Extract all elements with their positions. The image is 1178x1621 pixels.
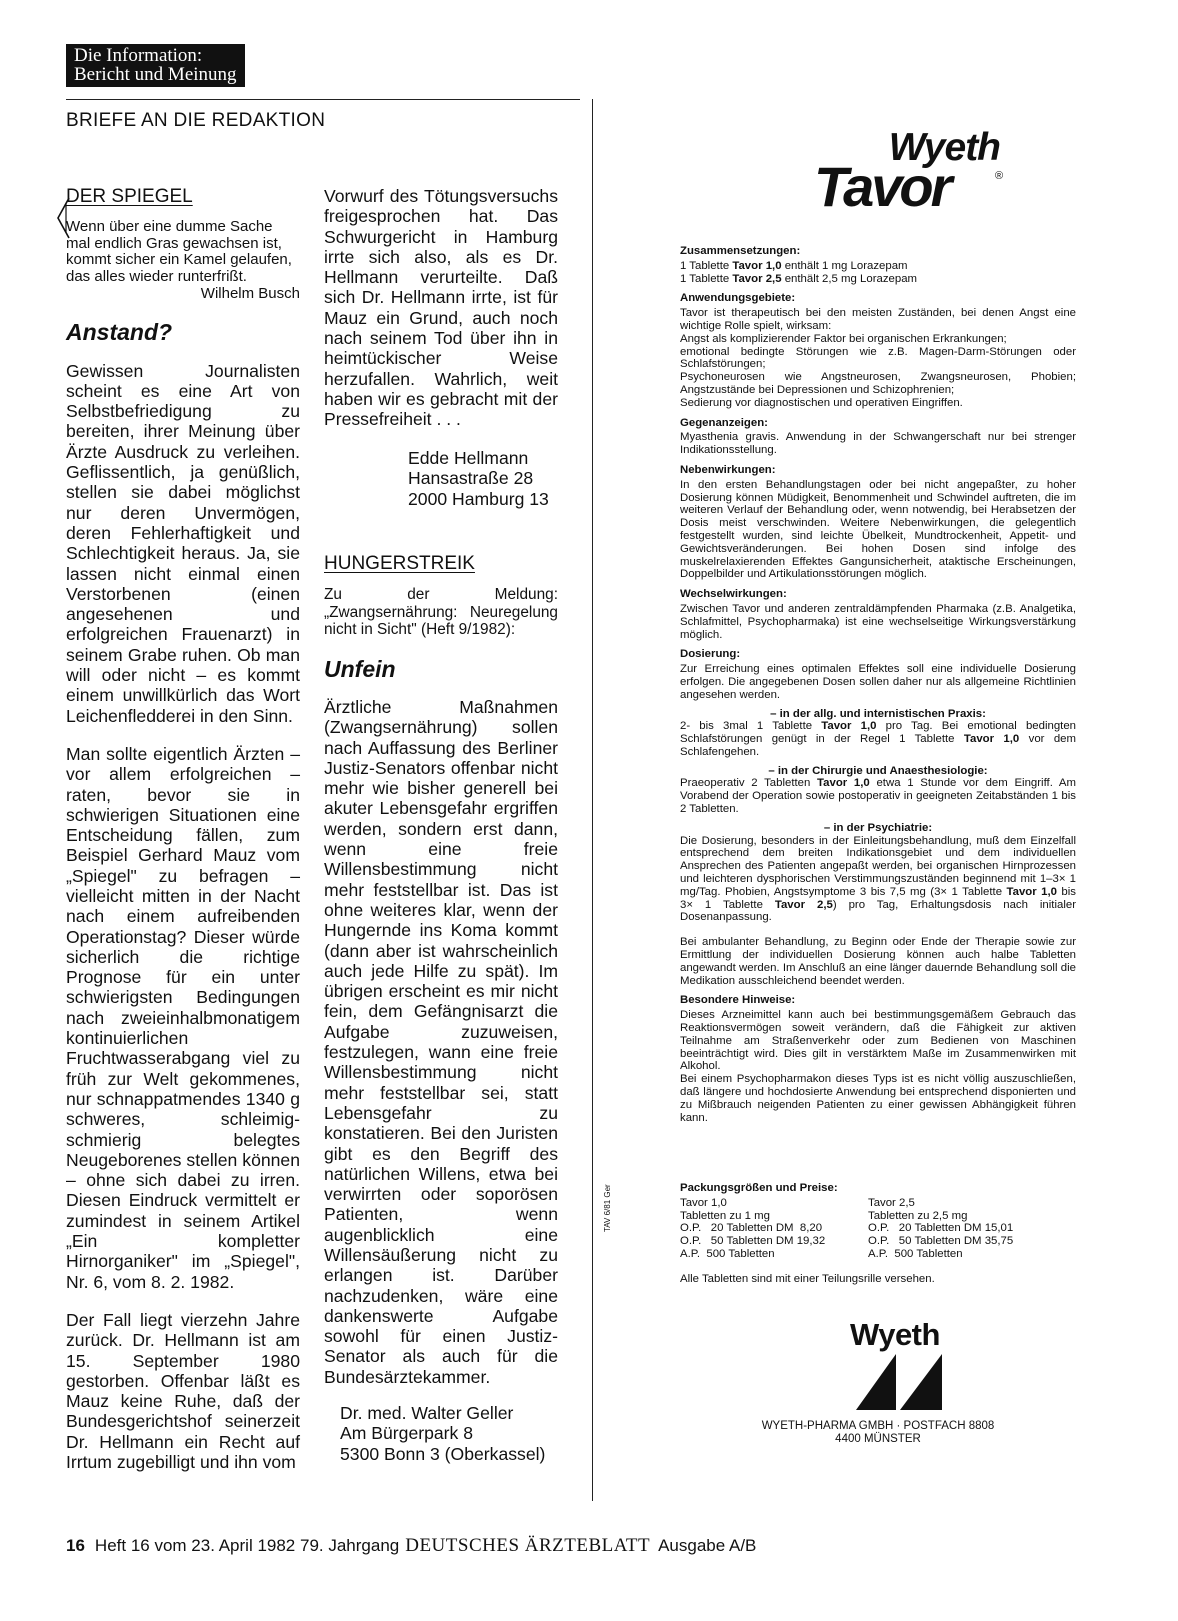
dosage-ambulant: Bei ambulanter Behandlung, zu Beginn oder Ende der Therapie sowie zur Ermittlung der individuellen Dosierung können auch halbe Tabletten angewandt werden. Im Anschluß an eine länger dauernde Behandlung soll die Medikation ausschleichend beendet werden. xyxy=(680,936,1076,987)
dosage-intro: Zur Erreichung eines optimalen Effektes soll eine individuelle Dosierung erfolgen. Die angegebenen Dosen sollen daher nur als allgemeine Richtlinien angesehen werden. xyxy=(680,663,1076,701)
ad-code: TAV 6/81 Ger xyxy=(603,1184,612,1232)
address-line-2: 4400 MÜNSTER xyxy=(835,1433,921,1445)
text: 1 Tablette xyxy=(680,259,733,272)
product-name: Tavor 1,0 xyxy=(732,259,782,272)
brand-wyeth-bottom: Wyeth xyxy=(850,1317,940,1352)
text: ) pro Tag, Erhaltungsdosis nach initialer Dosenanpassung. xyxy=(680,898,1076,924)
side-effects: In den ersten Behandlungstagen oder bei nicht angepaßter, zu hoher Dosierung können Müdigkeit, Benommenheit und Schwindel auftreten, die im weiteren Verlauf der Behandlung oder, wenn notwendig, bei Herabsetzen der Dosis meist verschwinden. Weitere Nebenwirkungen, die gelegentlich festgestellt wurden, sind leichte Übelkeit, Mundtrockenheit, Appetit- und Gewichtsveränderungen. Bei hohen Dosen sind infolge des muskelrelaxierenden Effektes Gangunsicherheit, ataktische Erscheinungen, Doppelbilder und Artikulationsstörungen möglich. xyxy=(680,478,1076,581)
heading-gegenanzeigen: Gegenanzeigen: xyxy=(680,416,768,429)
composition-2 xyxy=(680,273,1076,286)
letter1-signature xyxy=(324,448,558,509)
letters-column-1 xyxy=(66,186,300,1472)
letter2-signature xyxy=(324,1403,558,1464)
package-columns xyxy=(680,1197,1076,1261)
heading-nebenwirkungen: Nebenwirkungen: xyxy=(680,463,776,476)
package-line: Tavor 1,0 xyxy=(680,1196,727,1209)
registered-mark: ® xyxy=(995,170,1004,182)
letter1-sig-name: Edde Hellmann xyxy=(408,448,529,468)
section-kicker xyxy=(66,44,245,87)
dosage-psychiatry xyxy=(680,835,1076,925)
letter1-paragraph-2: Man sollte eigentlich Ärzten – vor allem erfolgreichen – raten, bevor sie in schwierigen Situationen eine Entscheidung fällen, zum Beispiel Gerhard Mauz vom „Spiegel" zu befragen – vielleicht mitten in der Nacht nach einem aufreibenden Operationstag? Dieser würde sicherlich die richtige Prognose für ein unter schwierigsten Bedingungen nach zweieinhalbmonatigem kontinuierlichen Fruchtwasserabgang viel zu früh zur Welt gekommenes, nur schnappatmendes 1340 g schweres, schleimig-schmierig belegtes Neugeborenes stellen können – ohne sich dabei zu irren. Diesen Eindruck vermittelt er zumindest in seinem Artikel „Ein kompletter Hirnorganiker" im „Spiegel", Nr. 6, vom 8. 2. 1982. xyxy=(66,743,300,1292)
heading-anwendungsgebiete: Anwendungsgebiete: xyxy=(680,292,796,305)
text: Die Dosierung, besonders in der Einleitungsbehandlung, muß dem Einzelfall entsprechend dem breiten Indikationsgebiet und dem individuellen Ansprechen des Patienten angepaßt werden, bei organischen Hirnprozessen und leichteren dysphorischen Verstimmungszuständen beginnend mit 1–3× 1 mg/Tag. Phobien, Angstsymptome 3 bis 7,5 mg (3× 1 Tablette xyxy=(680,834,1076,898)
package-line: Tavor 2,5 xyxy=(868,1196,915,1209)
package-line: O.P. 20 Tabletten DM 8,20 xyxy=(680,1222,823,1235)
headline-anstand: Anstand? xyxy=(66,319,173,346)
dosage-surgery xyxy=(680,777,1076,815)
indication-3: emotional bedingte Störungen wie z.B. Magen-Darm-Störungen oder Schlafstörungen; xyxy=(680,345,1076,371)
motto-author: Wilhelm Busch xyxy=(200,284,300,302)
brand-wyeth-top: Wyeth xyxy=(888,126,1000,169)
package-line: O.P. 20 Tabletten DM 15,01 xyxy=(868,1222,1014,1235)
text: enthält 2,5 mg Lorazepam xyxy=(781,272,918,285)
package-line: O.P. 50 Tabletten DM 35,75 xyxy=(868,1235,1014,1248)
package-line: O.P. 50 Tabletten DM 19,32 xyxy=(680,1235,826,1248)
product-name: Tavor 2,5 xyxy=(774,898,833,911)
dosage-sub-psychiatry: – in der Psychiatrie: xyxy=(823,821,933,834)
letter1-paragraph-1: Gewissen Journalisten scheint es eine Art von Selbstbefriedigung zu bereiten, ihrer Meinung über Ärzte Ausdruck zu verleihen. Geflissentlich, ja genüßlich, stellen sie dabei möglichst nur deren Unvermögen, deren Fehlerhaftigkeit und Schlechtigkeit heraus. Ja, sie lassen nicht einmal einen Verstorbenen (einen angesehenen und erfolgreichen Frauenarzt) in seinem Grabe ruhen. Ob man will oder nicht – es kommt einem unwillkürlich das Wort Leichenfledderei in den Sinn. xyxy=(66,360,300,726)
text: Praeoperativ 2 Tabletten xyxy=(680,777,818,790)
composition-1 xyxy=(680,260,1076,273)
package-line: Tabletten zu 1 mg xyxy=(680,1209,770,1222)
page-number: 16 xyxy=(66,1536,85,1555)
package-tavor-2-5 xyxy=(868,1197,1068,1261)
letter2-sig-city: 5300 Bonn 3 (Oberkassel) xyxy=(340,1443,546,1464)
product-tavor: Tavor xyxy=(814,155,950,218)
page-footer xyxy=(66,1535,756,1557)
header-rule xyxy=(66,99,580,100)
rubric-hungerstreik: HUNGERSTREIK xyxy=(324,552,475,574)
letter1-sig-street: Hansastraße 28 xyxy=(408,468,534,489)
issue-info: Heft 16 vom 23. April 1982 79. Jahrgang xyxy=(94,1536,400,1555)
heading-zusammensetzungen: Zusammensetzungen: xyxy=(680,245,801,257)
heading-besondere-hinweise: Besondere Hinweise: xyxy=(680,994,796,1007)
letter2-paragraph-1: Ärztliche Maßnahmen (Zwangsernährung) sollen nach Auffassung des Berliner Justiz-Senators offenbar nicht mehr wie bisher generell bei akuter Lebensgefahr ergriffen werden, sondern erst dann, wenn eine freie Willensbestimmung nicht mehr feststellbar ist. Das ist ohne weiteres klar, wenn der Hungernde ins Koma kommt (dann aber ist wahrscheinlich auch jede Hilfe zu spät). Im übrigen erscheint es mir nicht fein, dem Gefängnisarzt die Aufgabe zuzuweisen, festzulegen, wann eine freie Willensbestimmung nicht mehr feststellbar sei, statt Lebensgefahr zu konstatieren. Bei den Juristen gibt es den Begriff des natürlichen Willens, etwa bei verwirrten oder soporösen Patienten, wenn augenblicklich eine Willensäußerung nicht zu erlangen ist. Darüber nachzudenken, wäre eine dankenswerte Aufgabe sowohl für einen Justiz-Senator als auch für die Bundesärztekammer. xyxy=(324,696,558,1387)
letter2-column xyxy=(324,448,558,1464)
heading-packungsgroessen: Packungsgrößen und Preise: xyxy=(680,1182,838,1194)
package-prices xyxy=(680,1182,1076,1286)
wyeth-tavor-logo xyxy=(812,126,1012,218)
text: etwa 1 Stunde vor dem Eingriff. Am Vorabend der Operation sowie postoperativ in geeigneten Zeitabständen 1 bis 2 Tabletten. xyxy=(680,777,1077,816)
indication-2: Angst als komplizierender Faktor bei organischen Erkrankungen; xyxy=(680,332,1007,345)
dosage-sub-general: – in der allg. und internistischen Praxis: xyxy=(770,707,986,720)
motto-text: Wenn über eine dumme Sache mal endlich Gras gewachsen ist, kommt sicher ein Kamel gelaufen, das alles wieder runterfrißt. xyxy=(66,218,292,286)
heading-dosierung: Dosierung: xyxy=(680,648,741,661)
package-note: Alle Tabletten sind mit einer Teilungsrille versehen. xyxy=(680,1272,935,1285)
indication-1: Tavor ist therapeutisch bei den meisten Zuständen, bei denen Angst eine wichtige Rolle spielt, wirksam: xyxy=(680,307,1076,332)
special-notes-2: Bei einem Psychopharmakon dieses Typs ist es nicht völlig auszuschließen, daß längere und hochdosierte Anwendung bei entsprechend disponierten und zu Mißbrauch neigenden Patienten zu einer gewissen Abhängigkeit führen kann. xyxy=(680,1073,1076,1124)
column-divider xyxy=(592,99,593,1501)
text: 2- bis 3mal 1 Tablette xyxy=(680,720,822,733)
edition: Ausgabe A/B xyxy=(658,1536,757,1555)
wyeth-logo-mark-icon xyxy=(856,1354,944,1410)
kicker-line-2: Bericht und Meinung xyxy=(74,64,237,85)
letter2-intro: Zu der Meldung: „Zwangsernährung: Neuregelung nicht in Sicht" (Heft 9/1982): xyxy=(324,586,558,639)
text: pro Tag. Bei emotional bedingten Schlafstörungen genügt in der Regel 1 Tablette xyxy=(680,720,1076,746)
kicker-line-1: Die Information: xyxy=(74,45,203,66)
letter1-paragraph-3-tail: Vorwurf des Tötungsversuchs freigesprochen hat. Das Schwurgericht in Hamburg irrte sich also, als es Dr. Hellmann verurteilte. Daß sich Dr. Hellmann irrte, ist für Mauz ein Grund, auch noch nach seinem Tod über ihn in heimtückischer Weise herzufallen. Wahrlich, weit haben wir es gebracht mit der Pressefreiheit . . . xyxy=(324,186,558,430)
company-address xyxy=(680,1420,1076,1446)
text: 1 Tablette xyxy=(680,272,733,285)
product-name: Tavor 1,0 xyxy=(963,733,1020,746)
journal-name: DEUTSCHES ÄRZTEBLATT xyxy=(405,1535,651,1556)
interactions: Zwischen Tavor und anderen zentraldämpfenden Pharmaka (z.B. Analgetika, Schlafmittel, Psychopharmaka) ist eine wechselseitige Wirkungsverstärkung möglich. xyxy=(680,602,1076,641)
product-name: Tavor 1,0 xyxy=(1006,885,1057,898)
heading-wechselwirkungen: Wechselwirkungen: xyxy=(680,588,787,601)
indication-4: Psychoneurosen wie Angstneurosen, Zwangsneurosen, Phobien; Angstzustände bei Depressionen und Schizophrenien; xyxy=(680,371,1076,396)
product-name: Tavor 1,0 xyxy=(821,720,877,733)
drug-information xyxy=(680,238,1076,1124)
text: vor dem Schlafengehen. xyxy=(680,733,1077,758)
section-title: BRIEFE AN DIE REDAKTION xyxy=(66,110,326,131)
letter2-sig-name: Dr. med. Walter Geller xyxy=(340,1403,514,1424)
rubric-der-spiegel: DER SPIEGEL xyxy=(66,186,193,207)
package-line: Tabletten zu 2,5 mg xyxy=(868,1209,968,1222)
text: bis 3× 1 Tablette xyxy=(680,885,1076,911)
letter1-paragraph-3: Der Fall liegt vierzehn Jahre zurück. Dr. Hellmann ist am 15. September 1980 gestorben. Offenbar läßt es Mauz keine Ruhe, daß der Bundesgerichtshof seinerzeit Dr. Hellmann ein Recht auf Irrtum zugebilligt und ihn vom xyxy=(66,1309,300,1472)
package-line: A.P. 500 Tabletten xyxy=(868,1247,963,1260)
product-name: Tavor 2,5 xyxy=(732,272,782,285)
product-name: Tavor 1,0 xyxy=(817,777,870,790)
text: enthält 1 mg Lorazepam xyxy=(781,259,908,272)
headline-unfein: Unfein xyxy=(324,655,396,682)
letter2-sig-street: Am Bürgerpark 8 xyxy=(340,1423,473,1444)
dosage-general xyxy=(680,720,1076,758)
letter1-sig-city: 2000 Hamburg 13 xyxy=(408,488,549,509)
address-line-1: WYETH-PHARMA GMBH · POSTFACH 8808 xyxy=(761,1420,995,1432)
package-tavor-1-0 xyxy=(680,1197,868,1261)
motto xyxy=(66,219,300,302)
indication-5: Sedierung vor diagnostischen und operativen Eingriffen. xyxy=(680,396,963,409)
dosage-sub-surgery: – in der Chirurgie und Anaesthesiologie: xyxy=(768,764,988,777)
contraindications: Myasthenia gravis. Anwendung in der Schwangerschaft nur bei strenger Indikationsstellung. xyxy=(680,431,1076,457)
package-line: A.P. 500 Tabletten xyxy=(680,1247,775,1260)
letter1-tail xyxy=(324,186,558,430)
special-notes-1: Dieses Arzneimittel kann auch bei bestimmungsgemäßem Gebrauch das Reaktionsvermögen soweit verändern, daß die Fähigkeit zur aktiven Teilnahme am Straßenverkehr oder zum Bedienen von Maschinen beeinträchtigt wird. Dies gilt in verstärktem Maße im Zusammenwirken mit Alkohol. xyxy=(680,1009,1076,1073)
